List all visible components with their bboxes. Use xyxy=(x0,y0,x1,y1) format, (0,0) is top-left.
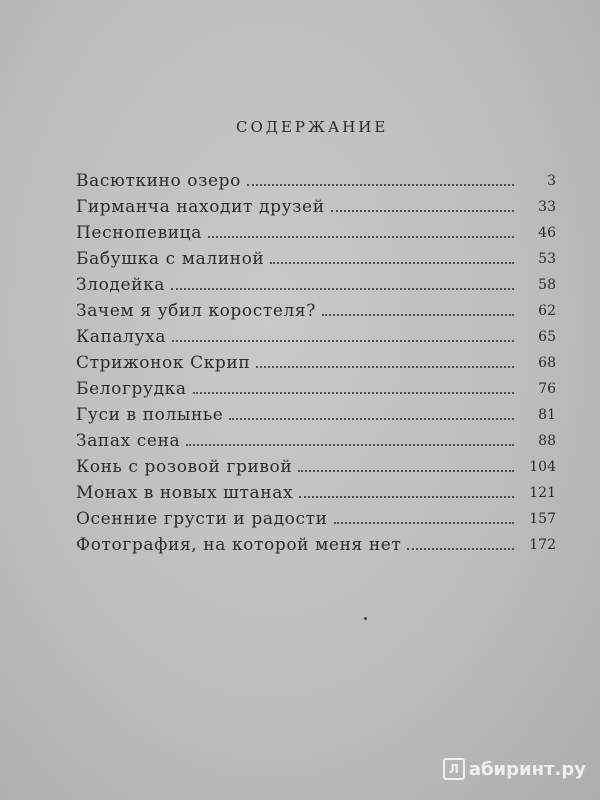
leader-dots xyxy=(193,392,514,394)
toc-entry-page: 88 xyxy=(538,433,556,449)
toc-entry-page: 76 xyxy=(538,381,556,397)
toc-entry-title: Конь с розовой гривой xyxy=(76,457,293,477)
toc-entry-page: 68 xyxy=(538,355,556,371)
toc-entry-page: 81 xyxy=(538,407,556,423)
leader-dots xyxy=(172,340,514,342)
toc-entry-title: Белогрудка xyxy=(76,379,187,399)
toc-entry-page: 58 xyxy=(538,277,556,293)
toc-entry xyxy=(76,478,556,504)
labirint-logo-icon: Л xyxy=(443,758,465,780)
toc-entry xyxy=(76,270,556,296)
toc-entry xyxy=(76,348,556,374)
toc-entry-page: 157 xyxy=(529,511,556,527)
leader-dots xyxy=(298,470,514,472)
toc-entry-title: Песнопевица xyxy=(76,223,202,243)
leader-dots xyxy=(208,236,514,238)
toc-entry xyxy=(76,192,556,218)
toc-entry-page: 172 xyxy=(529,537,556,553)
toc-entry-title: Зачем я убил коростеля? xyxy=(76,301,316,321)
leader-dots xyxy=(299,496,514,498)
toc-entry xyxy=(76,504,556,530)
toc-entry xyxy=(76,374,556,400)
toc-entry xyxy=(76,166,556,192)
toc-entry xyxy=(76,426,556,452)
watermark-text: абиринт.ру xyxy=(468,758,586,780)
toc-entry-title: Гирманча находит друзей xyxy=(76,197,325,217)
toc-entry-title: Монах в новых штанах xyxy=(76,483,294,503)
toc-entry xyxy=(76,400,556,426)
toc-entry-title: Злодейка xyxy=(76,275,166,295)
toc-entry-page: 3 xyxy=(547,173,556,189)
toc-entry xyxy=(76,322,556,348)
leader-dots xyxy=(247,184,514,186)
leader-dots xyxy=(270,262,514,264)
toc-entry-page: 62 xyxy=(538,303,556,319)
toc-entry-title: Фотография, на которой меня нет xyxy=(76,535,402,555)
toc-entry-page: 121 xyxy=(529,485,556,501)
leader-dots xyxy=(407,548,514,550)
toc-entry-title: Бабушка с малиной xyxy=(76,249,265,269)
leader-dots xyxy=(186,444,514,446)
toc-entry xyxy=(76,244,556,270)
toc-entry-page: 46 xyxy=(538,225,556,241)
toc-entry xyxy=(76,452,556,478)
leader-dots xyxy=(331,210,514,212)
toc-entry-title: Капалуха xyxy=(76,327,167,347)
toc-entry xyxy=(76,530,556,556)
toc-entry xyxy=(76,296,556,322)
leader-dots xyxy=(171,288,514,290)
leader-dots xyxy=(256,366,514,368)
toc-entry xyxy=(76,218,556,244)
toc-entry-title: Запах сена xyxy=(76,431,181,451)
toc-entry-page: 53 xyxy=(538,251,556,267)
toc-entry-page: 65 xyxy=(538,329,556,345)
page-title: СОДЕРЖАНИЕ xyxy=(236,118,389,136)
leader-dots xyxy=(229,418,514,420)
leader-dots xyxy=(322,314,514,316)
toc-entry-title: Гуси в полынье xyxy=(76,405,224,425)
toc-entry-page: 104 xyxy=(529,459,556,475)
labirint-watermark xyxy=(443,758,586,780)
toc-entry-title: Васюткино озеро xyxy=(76,171,241,191)
leader-dots xyxy=(334,522,514,524)
table-of-contents xyxy=(76,166,556,556)
toc-entry-page: 33 xyxy=(538,199,556,215)
toc-entry-title: Стрижонок Скрип xyxy=(76,353,251,373)
ink-speck xyxy=(364,617,367,620)
toc-entry-title: Осенние грусти и радости xyxy=(76,509,328,529)
